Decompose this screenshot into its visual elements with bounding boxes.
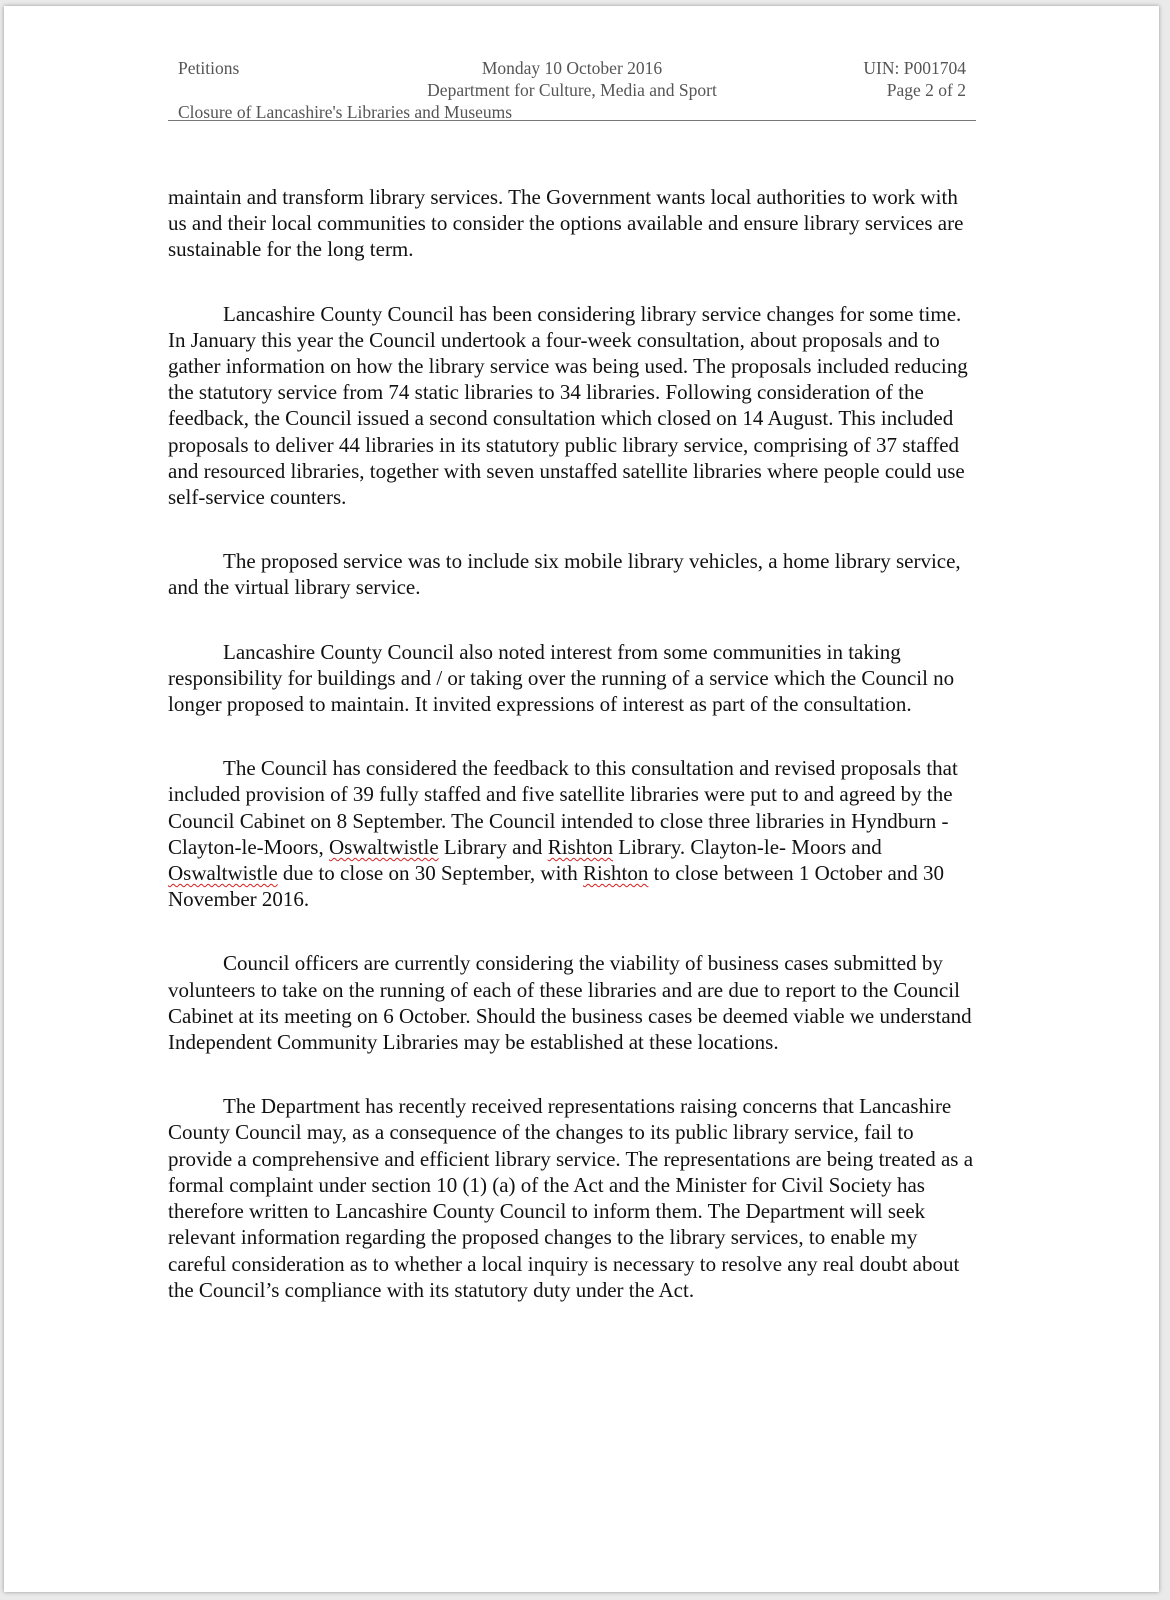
paragraph-6: Council officers are currently considering the viability of business cases submitted by volunteers to take on the running of each of these libraries and are due to report to the Council Cabinet at its meeting on 6 October. Should the business cases be deemed viable we understand Independent Community Libraries may be established at these locations. — [168, 951, 972, 1055]
header-center — [168, 58, 976, 101]
paragraph-5: The Council has considered the feedback to this consultation and revised proposals that included provision of 39 fully staffed and five satellite libraries were put to and agreed by the Council Cabinet on 8 September. The Council intended to close three libraries in Hyndburn - Clayton-le-Moors, Oswaltwistle Library and Rishton Library. Clayton-le- Moors and Oswaltwistle due to close on 30 September, with Rishton to close between 1 October and 30 November 2016. — [168, 756, 958, 912]
paragraph-4: Lancashire County Council also noted interest from some communities in taking responsibility for buildings and / or taking over the running of a service which the Council no longer proposed to maintain. It invited expressions of interest as part of the consultation. — [168, 639, 955, 717]
document-page — [4, 6, 1159, 1592]
paragraph-7: The Department has recently received representations raising concerns that Lancashire County Council may, as a consequence of the changes to its public library service, fail to provide a comprehensive and efficient library service. The representations are being treated as a formal complaint under section 10 (1) (a) of the Act and the Minister for Civil Society has therefore written to Lancashire County Council to inform them. The Department will seek relevant information regarding the proposed changes to the library services, to enable my careful consideration as to whether a local inquiry is necessary to resolve any real doubt about the Council’s compliance with its statutory duty under the Act. — [168, 1094, 974, 1302]
paragraph-2: Lancashire County Council has been considering library service changes for some time. In January this year the Council undertook a four-week consultation, about proposals and to gather information on how the library service was being used. The proposals included reducing the statutory service from 74 static libraries to 34 libraries. Following consideration of the feedback, the Council issued a second consultation which closed on 14 August. This included proposals to deliver 44 libraries in its statutory public library service, comprising of 37 staffed and resourced libraries, together with seven unstaffed satellite libraries where people could use self-service counters. — [168, 301, 968, 510]
header-title: Closure of Lancashire's Libraries and Museums — [178, 101, 513, 122]
header-date: Monday 10 October 2016 — [481, 58, 663, 78]
header-right — [863, 58, 966, 101]
page-header — [168, 54, 976, 121]
paragraph-3: The proposed service was to include six mobile library vehicles, a home library service, and the virtual library service. — [168, 549, 961, 600]
header-department: Department for Culture, Media and Sport — [427, 79, 717, 100]
header-uin: UIN: P001704 — [863, 58, 966, 78]
header-subject: Petitions — [178, 58, 240, 78]
spellcheck-flagged-word: Rishton — [583, 861, 649, 886]
spellcheck-flagged-word: Oswaltwistle — [328, 834, 439, 859]
spellcheck-flagged-word: Rishton — [547, 834, 614, 859]
paragraph-1: maintain and transform library services. The Government wants local authorities to work with us and their local communities to consider the options available and ensure library services are sustainable for the long term. — [168, 185, 964, 262]
header-page-number: Page 2 of 2 — [886, 79, 966, 100]
spellcheck-flagged-word: Oswaltwistle — [168, 861, 278, 886]
document-body — [168, 184, 980, 1341]
